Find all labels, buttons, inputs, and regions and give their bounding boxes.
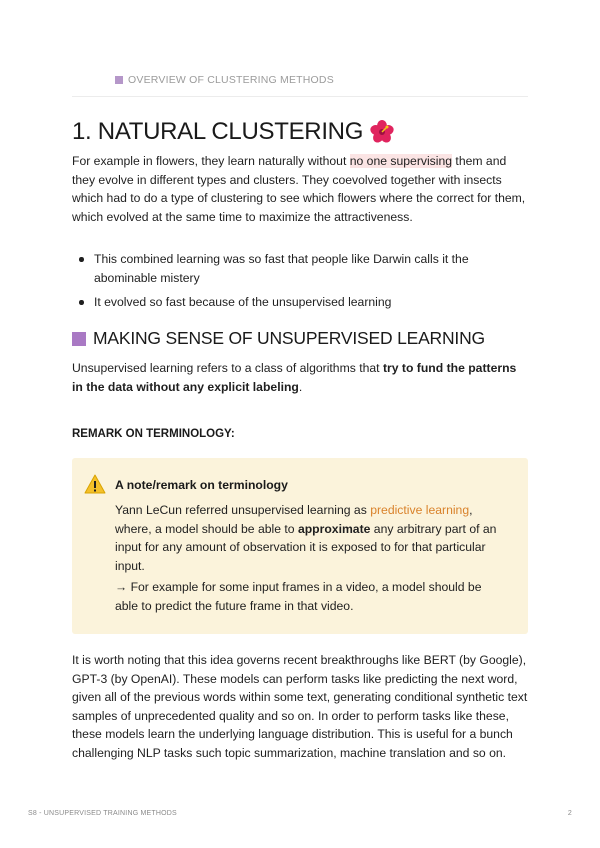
highlighted-text: no one supervising <box>349 154 453 168</box>
bold-text: try to fund the patterns in the data without any explicit labeling <box>72 361 517 394</box>
paragraph-text: For example in flowers, they learn naturally without <box>72 154 350 168</box>
callout-title: A note/remark on terminology <box>115 478 288 492</box>
natural-clustering-paragraph <box>72 152 528 226</box>
breadcrumb-label: OVERVIEW OF CLUSTERING METHODS <box>128 74 334 86</box>
terminology-callout <box>72 458 528 634</box>
top-divider <box>72 96 528 97</box>
warning-icon <box>84 474 106 494</box>
callout-text: any arbitrary part of an input for any amount of observation it is exposed to for that particular input. <box>115 521 497 573</box>
list-item: It evolved so fast because of the unsupervised learning <box>78 293 526 312</box>
paragraph-text: Unsupervised learning refers to a class of algorithms that <box>72 361 383 375</box>
callout-text: , where, a model should be able to <box>115 503 473 536</box>
page-title: 1. NATURAL CLUSTERING <box>72 118 364 145</box>
purple-square-icon <box>115 76 123 84</box>
bullet-list <box>78 250 526 318</box>
breadcrumb[interactable] <box>115 74 334 86</box>
page-number: 2 <box>567 810 572 817</box>
bold-text: approximate <box>297 521 371 536</box>
callout-body <box>115 501 507 575</box>
closing-paragraph: It is worth noting that this idea governs recent breakthroughs like BERT (by Google), GPT-3 (by OpenAI). These models can perform tasks like predicting the next word, given all of the previous words within some text, generating conditional synthetic text samples of unprecedented quality and so on. In order to perform tasks like these, these models learn the underlying language distribution. This is useful for a bunch challenging NLP tasks such topic summarization, machine translation and so on. <box>72 653 528 760</box>
callout-example: → For example for some input frames in a video, a model should be able to predict the future frame in that video. <box>115 580 482 613</box>
remark-heading: REMARK ON TERMINOLOGY: <box>72 428 235 440</box>
section-heading: MAKING SENSE OF UNSUPERVISED LEARNING <box>93 328 485 348</box>
hibiscus-icon <box>369 119 395 145</box>
purple-square-icon <box>72 332 86 346</box>
section-natural-clustering-title <box>72 118 395 146</box>
callout-text: Yann LeCun referred unsupervised learning as <box>115 503 371 517</box>
unsupervised-paragraph <box>72 359 528 396</box>
footer-title: S8 - UNSUPERVISED TRAINING METHODS <box>28 810 177 817</box>
paragraph-text: . <box>298 379 303 394</box>
list-item: This combined learning was so fast that people like Darwin calls it the abominable mistery <box>78 250 526 287</box>
paragraph-text: them and they evolve in different types and clusters. They coevolved together with insects which had to do a type of clustering to see which flowers where the correct for them, which evolved at the same time to maximize the attractiveness. <box>72 154 526 224</box>
predictive-learning-term: predictive learning <box>370 503 470 517</box>
section-unsupervised-title <box>72 328 485 349</box>
